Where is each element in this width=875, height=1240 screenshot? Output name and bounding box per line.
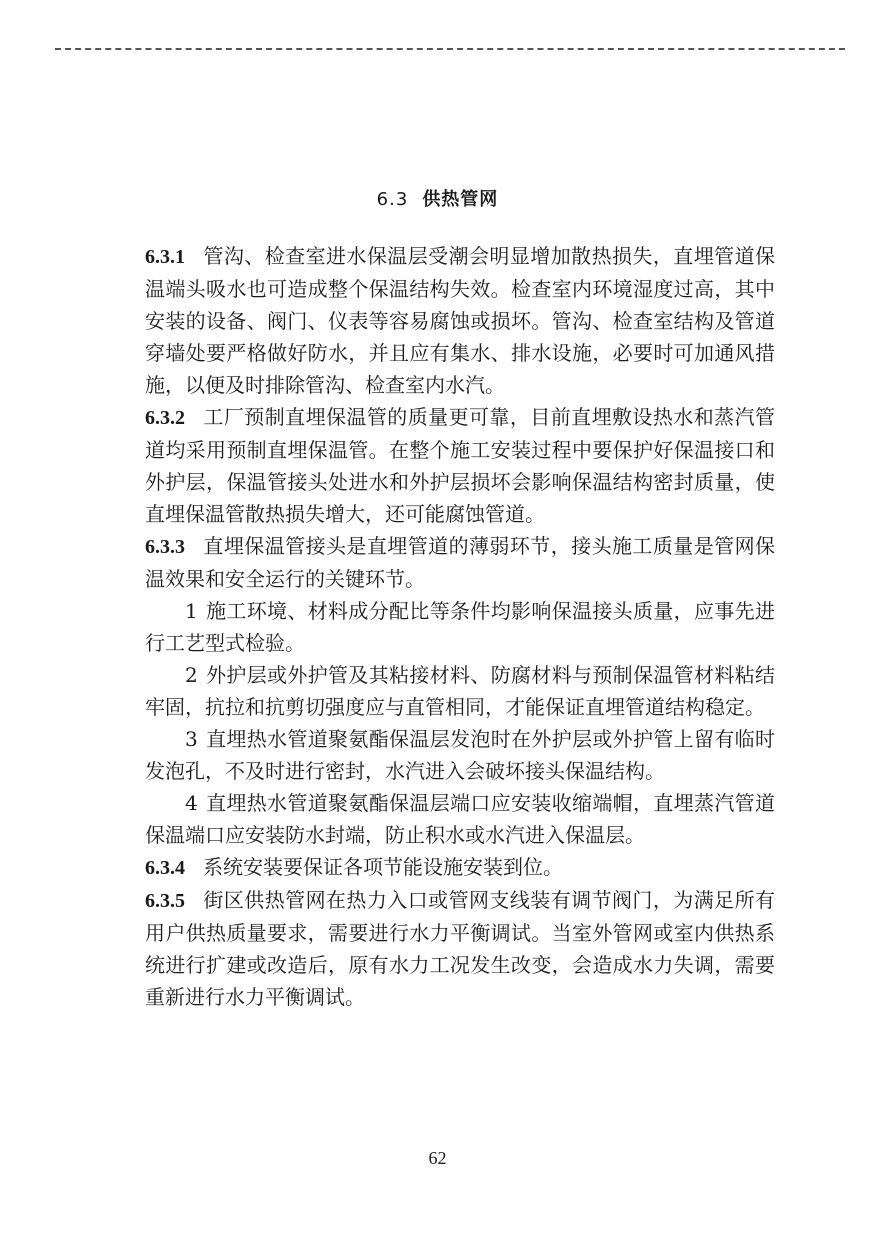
clause-text: 系统安装要保证各项节能设施安装到位。 [203, 855, 563, 879]
clause-text: 工厂预制直埋保温管的质量更可靠，目前直埋敷设热水和蒸汽管道均采用预制直埋保温管。在整个施工安装过程中要保护好保温接口和外护层，保温管接头处进水和外护层损坏会影响保温结构密封质量，使直埋保温管散热损失增大，还可能腐蚀管道。 [145, 405, 775, 526]
clause-6-3-3 [145, 530, 775, 595]
section-title-text: 供热管网 [422, 189, 499, 210]
clause-number: 6.3.5 [145, 890, 185, 912]
page-number: 62 [428, 1148, 447, 1168]
clause-number: 6.3.3 [145, 536, 185, 558]
clause-6-3-2 [145, 401, 775, 530]
clause-number: 6.3.2 [145, 407, 185, 429]
clause-6-3-4 [145, 851, 775, 884]
section-heading [0, 185, 875, 211]
clause-6-3-1 [145, 240, 775, 401]
clause-number: 6.3.1 [145, 246, 185, 268]
document-body [145, 240, 775, 1013]
item-number: 2 [185, 663, 198, 687]
clause-text: 街区供热管网在热力入口或管网支线装有调节阀门，为满足所有用户供热质量要求，需要进行水力平衡调试。当室外管网或室内供热系统进行扩建或改造后，原有水力工况发生改变，会造成水力失调，需要重新进行水力平衡调试。 [145, 888, 775, 1009]
item-number: 3 [185, 727, 198, 751]
item-number: 4 [185, 791, 198, 815]
item-text: 施工环境、材料成分配比等条件均影响保温接头质量，应事先进行工艺型式检验。 [145, 599, 775, 655]
clause-6-3-5 [145, 884, 775, 1013]
header-rule [55, 48, 845, 50]
clause-6-3-3-item-1 [145, 595, 775, 659]
item-text: 外护层或外护管及其粘接材料、防腐材料与预制保温管材料粘结牢固，抗拉和抗剪切强度应与直管相同，才能保证直埋管道结构稳定。 [145, 663, 775, 719]
clause-text: 管沟、检查室进水保温层受潮会明显增加散热损失，直埋管道保温端头吸水也可造成整个保温结构失效。检查室内环境湿度过高，其中安装的设备、阀门、仪表等容易腐蚀或损坏。管沟、检查室结构及管道穿墙处要严格做好防水，并且应有集水、排水设施，必要时可加通风措施，以便及时排除管沟、检查室内水汽。 [145, 244, 775, 397]
clause-number: 6.3.4 [145, 857, 185, 879]
clause-6-3-3-item-4 [145, 787, 775, 851]
item-text: 直埋热水管道聚氨酯保温层端口应安装收缩端帽，直埋蒸汽管道保温端口应安装防水封端，防止积水或水汽进入保温层。 [145, 791, 775, 847]
item-number: 1 [185, 599, 198, 623]
section-number: 6.3 [376, 189, 409, 210]
clause-6-3-3-item-2 [145, 659, 775, 723]
clause-6-3-3-item-3 [145, 723, 775, 787]
clause-text: 直埋保温管接头是直埋管道的薄弱环节，接头施工质量是管网保温效果和安全运行的关键环节。 [145, 534, 775, 591]
item-text: 直埋热水管道聚氨酯保温层发泡时在外护层或外护管上留有临时发泡孔，不及时进行密封，水汽进入会破坏接头保温结构。 [145, 727, 775, 783]
